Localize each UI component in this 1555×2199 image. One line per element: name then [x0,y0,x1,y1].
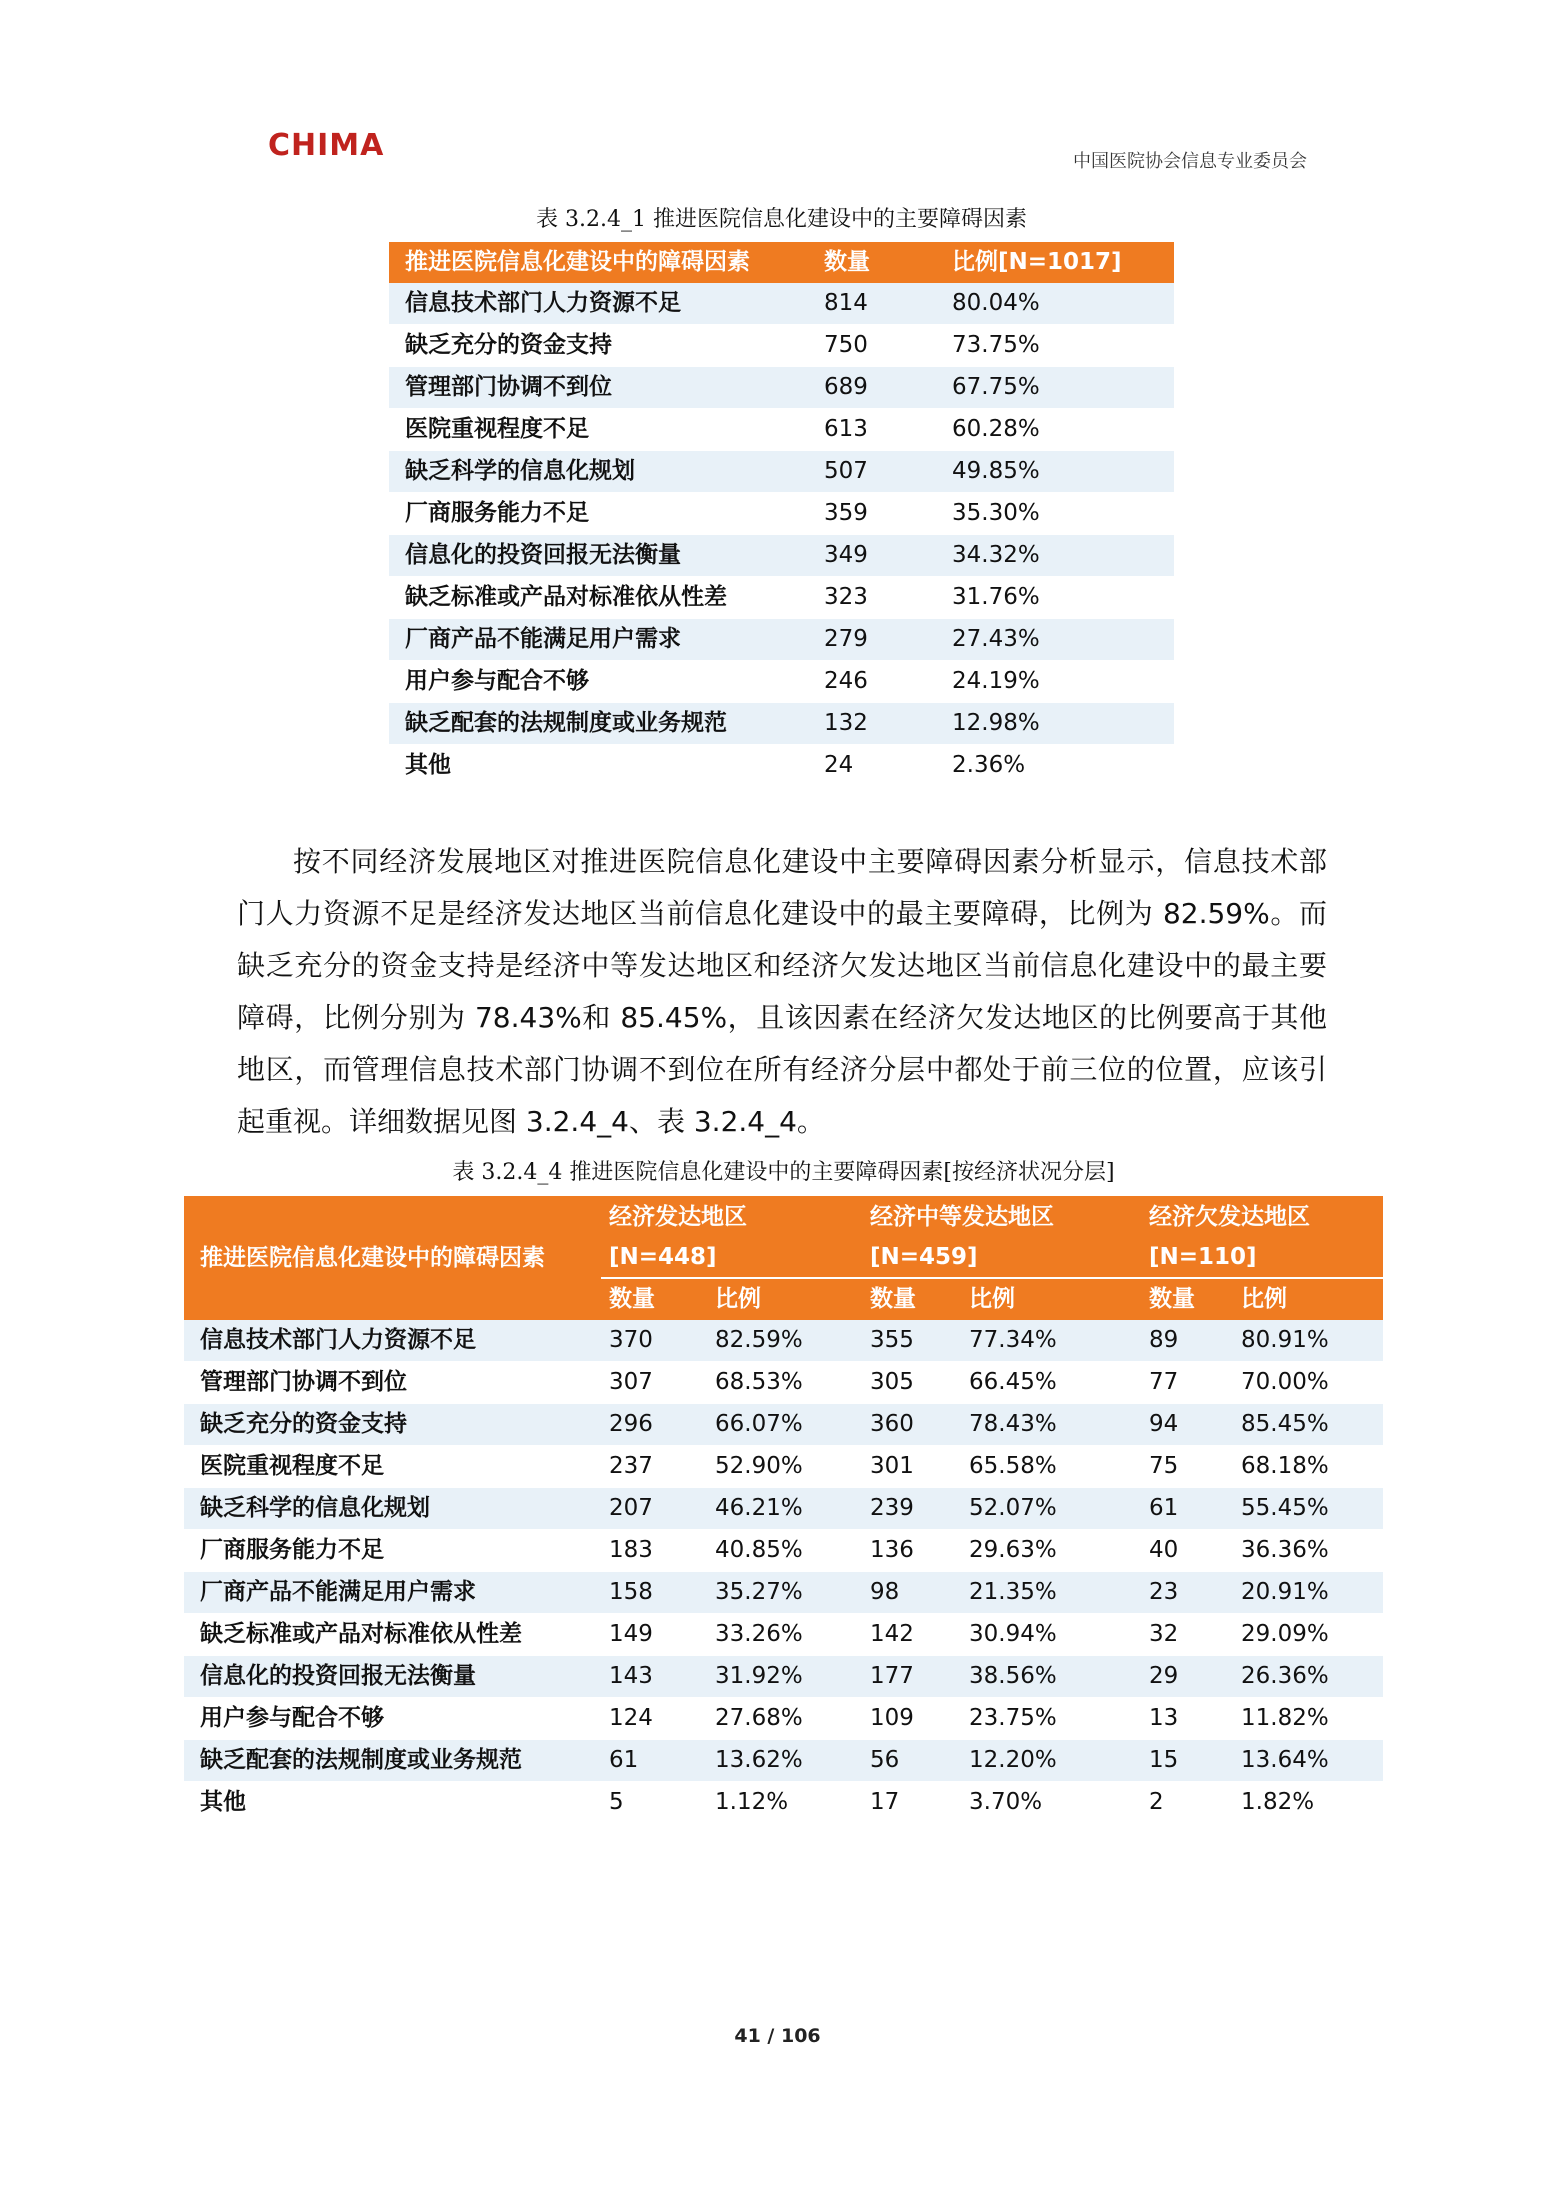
ratio-cell: 66.07% [707,1404,862,1446]
ratio-cell: 46.21% [707,1488,862,1530]
count-cell: 246 [816,661,944,703]
table1-header-row [389,242,1174,283]
factor-cell: 缺乏标准或产品对标准依从性差 [184,1614,601,1656]
table-row [184,1572,1383,1614]
count-cell: 158 [601,1572,707,1614]
count-cell: 15 [1141,1740,1233,1782]
factor-cell: 缺乏充分的资金支持 [389,325,816,367]
count-cell: 183 [601,1530,707,1572]
ratio-cell: 67.75% [944,367,1174,409]
table4-body [184,1320,1383,1824]
ratio-cell: 24.19% [944,661,1174,703]
factor-cell: 用户参与配合不够 [184,1698,601,1740]
table4-group-developed [601,1196,862,1278]
count-cell: 136 [862,1530,961,1572]
count-cell: 177 [862,1656,961,1698]
table1-header-factor: 推进医院信息化建设中的障碍因素 [389,242,816,283]
ratio-cell: 11.82% [1233,1698,1383,1740]
count-cell: 296 [601,1404,707,1446]
ratio-cell: 12.98% [944,703,1174,745]
factor-cell: 缺乏充分的资金支持 [184,1404,601,1446]
factor-cell: 医院重视程度不足 [184,1446,601,1488]
count-cell: 2 [1141,1782,1233,1824]
factor-cell: 厂商服务能力不足 [184,1530,601,1572]
ratio-cell: 52.07% [961,1488,1141,1530]
table-row [389,703,1174,745]
count-cell: 307 [601,1362,707,1404]
organization-name: 中国医院协会信息专业委员会 [1073,151,1307,172]
table-row [389,493,1174,535]
count-cell: 349 [816,535,944,577]
count-cell: 750 [816,325,944,367]
group-name: 经济中等发达地区 [870,1203,1054,1230]
group-n: [N=448] [609,1243,717,1270]
ratio-cell: 1.82% [1233,1782,1383,1824]
count-cell: 613 [816,409,944,451]
count-cell: 109 [862,1698,961,1740]
table1-body [389,283,1174,787]
ratio-cell: 70.00% [1233,1362,1383,1404]
ratio-cell: 35.27% [707,1572,862,1614]
ratio-cell: 13.62% [707,1740,862,1782]
ratio-cell: 2.36% [944,745,1174,787]
count-cell: 370 [601,1320,707,1362]
table1-header-ratio: 比例[N=1017] [944,242,1174,283]
ratio-cell: 30.94% [961,1614,1141,1656]
ratio-cell: 3.70% [961,1782,1141,1824]
factor-cell: 厂商产品不能满足用户需求 [389,619,816,661]
sub-count: 数量 [1141,1278,1233,1320]
table-row [184,1698,1383,1740]
sub-ratio: 比例 [1233,1278,1383,1320]
group-n: [N=110] [1149,1243,1257,1270]
table-row [389,409,1174,451]
factor-cell: 厂商产品不能满足用户需求 [184,1572,601,1614]
table4 [184,1196,1383,1824]
factor-cell: 信息化的投资回报无法衡量 [389,535,816,577]
ratio-cell: 33.26% [707,1614,862,1656]
ratio-cell: 21.35% [961,1572,1141,1614]
ratio-cell: 60.28% [944,409,1174,451]
ratio-cell: 80.04% [944,283,1174,325]
count-cell: 143 [601,1656,707,1698]
factor-cell: 管理部门协调不到位 [389,367,816,409]
factor-cell: 缺乏科学的信息化规划 [184,1488,601,1530]
ratio-cell: 35.30% [944,493,1174,535]
table-row [389,577,1174,619]
count-cell: 124 [601,1698,707,1740]
factor-cell: 其他 [184,1782,601,1824]
group-n: [N=459] [870,1243,978,1270]
count-cell: 355 [862,1320,961,1362]
count-cell: 323 [816,577,944,619]
body-paragraph [237,836,1327,1148]
ratio-cell: 65.58% [961,1446,1141,1488]
table-row [184,1530,1383,1572]
count-cell: 814 [816,283,944,325]
factor-cell: 信息化的投资回报无法衡量 [184,1656,601,1698]
ratio-cell: 52.90% [707,1446,862,1488]
count-cell: 98 [862,1572,961,1614]
ratio-cell: 40.85% [707,1530,862,1572]
factor-cell: 管理部门协调不到位 [184,1362,601,1404]
count-cell: 23 [1141,1572,1233,1614]
table4-caption: 表 3.2.4_4 推进医院信息化建设中的主要障碍因素[按经济状况分层] [452,1160,1115,1185]
table-row [184,1404,1383,1446]
table4-group-medium [862,1196,1141,1278]
ratio-cell: 13.64% [1233,1740,1383,1782]
count-cell: 61 [1141,1488,1233,1530]
ratio-cell: 31.92% [707,1656,862,1698]
factor-cell: 缺乏配套的法规制度或业务规范 [184,1740,601,1782]
count-cell: 13 [1141,1698,1233,1740]
ratio-cell: 80.91% [1233,1320,1383,1362]
count-cell: 94 [1141,1404,1233,1446]
table4-header-factor: 推进医院信息化建设中的障碍因素 [184,1196,601,1320]
count-cell: 239 [862,1488,961,1530]
count-cell: 75 [1141,1446,1233,1488]
ratio-cell: 1.12% [707,1782,862,1824]
count-cell: 359 [816,493,944,535]
table1-caption: 表 3.2.4_1 推进医院信息化建设中的主要障碍因素 [536,207,1027,232]
ratio-cell: 23.75% [961,1698,1141,1740]
ratio-cell: 36.36% [1233,1530,1383,1572]
count-cell: 24 [816,745,944,787]
ratio-cell: 29.09% [1233,1614,1383,1656]
ratio-cell: 27.43% [944,619,1174,661]
paragraph-text: 按不同经济发展地区对推进医院信息化建设中主要障碍因素分析显示，信息技术部门人力资源不足是经济发达地区当前信息化建设中的最主要障碍，比例为 82.59%。而缺乏充分的资金支持是经济中等发达地区和经济欠发达地区当前信息化建设中的最主要障碍，比例分别为 78.43%和 85.45%，且该因素在经济欠发达地区的比例要高于其他地区，而管理信息技术部门协调不到位在所有经济分层中都处于前三位的位置，应该引起重视。详细数据见图 3.2.4_4、表 3.2.4_4。 [237,845,1327,1138]
sub-count: 数量 [601,1278,707,1320]
count-cell: 301 [862,1446,961,1488]
group-name: 经济欠发达地区 [1149,1203,1310,1230]
factor-cell: 信息技术部门人力资源不足 [389,283,816,325]
count-cell: 279 [816,619,944,661]
count-cell: 689 [816,367,944,409]
page-number: 41 / 106 [734,2025,821,2047]
table-row [184,1488,1383,1530]
table-row [389,451,1174,493]
factor-cell: 其他 [389,745,816,787]
table-row [184,1446,1383,1488]
count-cell: 507 [816,451,944,493]
factor-cell: 医院重视程度不足 [389,409,816,451]
count-cell: 142 [862,1614,961,1656]
count-cell: 149 [601,1614,707,1656]
ratio-cell: 78.43% [961,1404,1141,1446]
table-row [184,1782,1383,1824]
count-cell: 89 [1141,1320,1233,1362]
count-cell: 32 [1141,1614,1233,1656]
ratio-cell: 66.45% [961,1362,1141,1404]
sub-ratio: 比例 [707,1278,862,1320]
ratio-cell: 55.45% [1233,1488,1383,1530]
ratio-cell: 85.45% [1233,1404,1383,1446]
table-row [184,1362,1383,1404]
count-cell: 17 [862,1782,961,1824]
sub-ratio: 比例 [961,1278,1141,1320]
count-cell: 77 [1141,1362,1233,1404]
factor-cell: 厂商服务能力不足 [389,493,816,535]
factor-cell: 用户参与配合不够 [389,661,816,703]
ratio-cell: 68.18% [1233,1446,1383,1488]
table-row [184,1656,1383,1698]
count-cell: 237 [601,1446,707,1488]
ratio-cell: 68.53% [707,1362,862,1404]
ratio-cell: 77.34% [961,1320,1141,1362]
chima-logo: CHIMA [268,128,385,163]
table-row [184,1614,1383,1656]
count-cell: 360 [862,1404,961,1446]
count-cell: 40 [1141,1530,1233,1572]
count-cell: 207 [601,1488,707,1530]
count-cell: 29 [1141,1656,1233,1698]
table-row [389,535,1174,577]
ratio-cell: 34.32% [944,535,1174,577]
ratio-cell: 38.56% [961,1656,1141,1698]
ratio-cell: 31.76% [944,577,1174,619]
factor-cell: 缺乏标准或产品对标准依从性差 [389,577,816,619]
table-row [389,283,1174,325]
ratio-cell: 82.59% [707,1320,862,1362]
table4-group-underdeveloped [1141,1196,1383,1278]
ratio-cell: 12.20% [961,1740,1141,1782]
table-row [389,661,1174,703]
table-row [184,1320,1383,1362]
table-row [389,745,1174,787]
table-row [389,325,1174,367]
count-cell: 61 [601,1740,707,1782]
ratio-cell: 29.63% [961,1530,1141,1572]
table-row [389,619,1174,661]
table4-header-row [184,1196,1383,1278]
count-cell: 5 [601,1782,707,1824]
ratio-cell: 20.91% [1233,1572,1383,1614]
table-row [184,1740,1383,1782]
group-name: 经济发达地区 [609,1203,747,1230]
count-cell: 305 [862,1362,961,1404]
ratio-cell: 73.75% [944,325,1174,367]
ratio-cell: 26.36% [1233,1656,1383,1698]
count-cell: 56 [862,1740,961,1782]
table-row [389,367,1174,409]
factor-cell: 信息技术部门人力资源不足 [184,1320,601,1362]
factor-cell: 缺乏配套的法规制度或业务规范 [389,703,816,745]
table1-header-count: 数量 [816,242,944,283]
sub-count: 数量 [862,1278,961,1320]
table1 [389,242,1174,787]
count-cell: 132 [816,703,944,745]
ratio-cell: 27.68% [707,1698,862,1740]
ratio-cell: 49.85% [944,451,1174,493]
factor-cell: 缺乏科学的信息化规划 [389,451,816,493]
